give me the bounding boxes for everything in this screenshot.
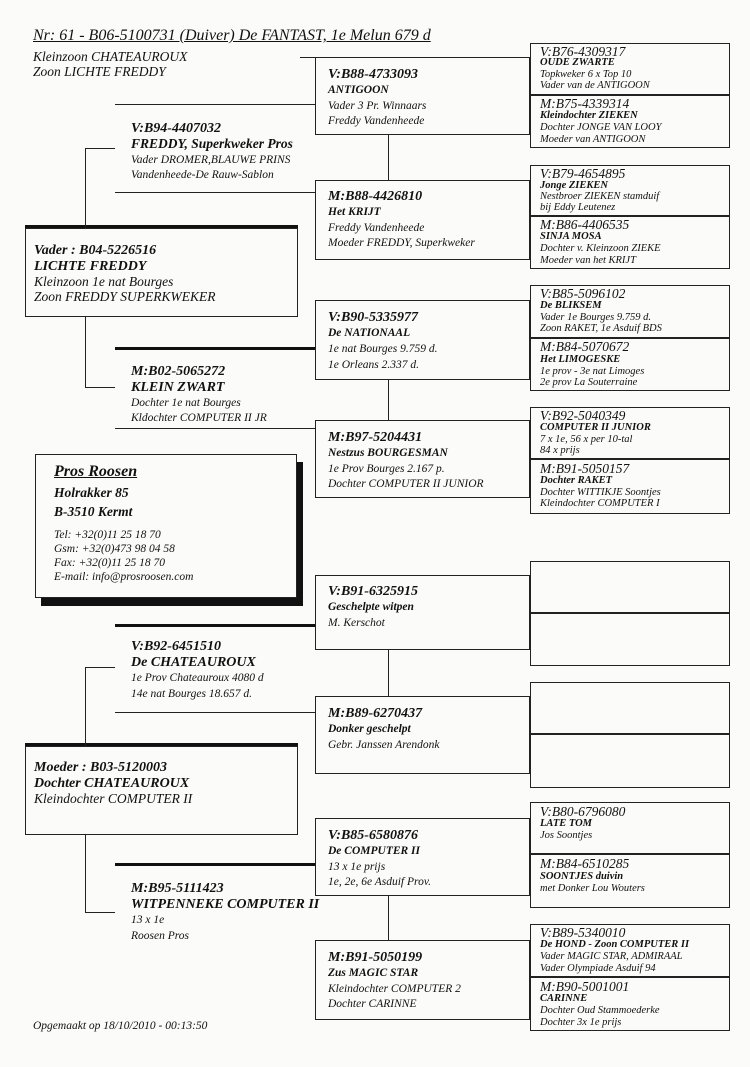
- gen4-5-ring: V:B85-5096102: [540, 286, 626, 301]
- gen3-7-info-2: 1e, 2e, 6e Asduif Prov.: [328, 876, 431, 888]
- gen3-2-info-2: Moeder FREDDY, Superkweker: [328, 237, 475, 249]
- gen2-dd-info-1: 13 x 1e: [131, 914, 165, 926]
- gen4-6-info-2: 2e prov La Souterraine: [540, 377, 638, 388]
- breeder-tel: Tel: +32(0)11 25 18 70: [54, 529, 161, 541]
- gen4-3-info-1: Nestbroer ZIEKEN stamduif: [540, 191, 660, 202]
- gen2-sd-ring: M:B02-5065272: [131, 364, 226, 379]
- gen2-dam-dam: [115, 866, 335, 956]
- gen4-5-info-2: Zoon RAKET, 1e Asduif BDS: [540, 323, 662, 334]
- breeder-gsm: Gsm: +32(0)473 98 04 58: [54, 543, 175, 555]
- gen3-3-name: De NATIONAAL: [328, 327, 411, 339]
- sire-ring: Vader : B04-5226516: [34, 243, 157, 258]
- dam-ring: Moeder : B03-5120003: [34, 760, 167, 775]
- gen3-6-name: Donker geschelpt: [328, 723, 411, 735]
- gen4-15-name: De HOND - Zoon COMPUTER II: [540, 939, 690, 950]
- gen3-7-name: De COMPUTER II: [328, 845, 421, 857]
- gen4-box-9: [530, 561, 730, 613]
- gen3-6-info-1: Gebr. Janssen Arendonk: [328, 739, 440, 751]
- gen3-3-info-2: 1e Orleans 2.337 d.: [328, 359, 420, 371]
- gen4-3-name: Jonge ZIEKEN: [540, 180, 608, 191]
- gen4-6-ring: M:B84-5070672: [540, 339, 630, 354]
- pedigree-title: Nr: 61 - B06-5100731 (Duiver) De FANTAST, 1e Melun 679 d: [33, 27, 431, 44]
- created-timestamp: Opgemaakt op 18/10/2010 - 00:13:50: [33, 1020, 208, 1032]
- gen4-16-name: CARINNE: [540, 993, 588, 1004]
- dam-name: Dochter CHATEAUROUX: [34, 776, 190, 791]
- breeder-name: Pros Roosen: [54, 463, 138, 480]
- gen3-8-info-1: Kleindochter COMPUTER 2: [328, 983, 461, 995]
- gen4-box-14: [530, 854, 730, 908]
- gen2-dd-name: WITPENNEKE COMPUTER II: [131, 897, 320, 912]
- gen4-box-8: [530, 459, 730, 514]
- gen3-2-name: Het KRIJT: [328, 206, 381, 218]
- gen3-1-info-1: Vader 3 Pr. Winnaars: [328, 100, 427, 112]
- gen2-ds-name: De CHATEAUROUX: [131, 655, 256, 670]
- gen4-15-info-2: Vader Olympiade Asduif 94: [540, 963, 656, 974]
- gen3-3-info-1: 1e nat Bourges 9.759 d.: [328, 343, 438, 355]
- gen4-13-ring: V:B80-6796080: [540, 804, 626, 819]
- gen4-14-ring: M:B84-6510285: [540, 856, 630, 871]
- gen3-5-name: Geschelpte witpen: [328, 601, 414, 613]
- subject-descr-2: Zoon LICHTE FREDDY: [33, 64, 166, 79]
- gen3-box-3: [315, 300, 530, 380]
- dam-info-1: Kleindochter COMPUTER II: [34, 791, 193, 806]
- gen3-box-6: [315, 696, 530, 774]
- gen3-8-info-2: Dochter CARINNE: [328, 998, 417, 1010]
- gen4-13-info-1: Jos Soontjes: [540, 830, 593, 841]
- gen2-sire-dam: [115, 350, 315, 430]
- gen4-7-ring: V:B92-5040349: [540, 408, 626, 423]
- gen4-16-info-2: Dochter 3x 1e prijs: [540, 1017, 622, 1028]
- gen4-box-12: [530, 734, 730, 788]
- gen3-4-ring: M:B97-5204431: [328, 430, 423, 445]
- gen2-dd-ring: M:B95-5111423: [131, 881, 224, 896]
- gen4-1-name: OUDE ZWARTE: [540, 57, 615, 68]
- gen3-box-8: [315, 940, 530, 1020]
- sire-info-1: Kleinzoon 1e nat Bourges: [34, 274, 174, 289]
- gen3-box-1: [315, 57, 530, 135]
- gen2-ss-ring: V:B94-4407032: [131, 121, 221, 136]
- gen4-1-info-2: Vader van de ANTIGOON: [540, 80, 650, 91]
- gen3-box-5: [315, 575, 530, 650]
- gen4-1-ring: V:B76-4309317: [540, 44, 626, 59]
- breeder-card: [35, 454, 297, 598]
- gen3-box-7: [315, 818, 530, 896]
- gen4-box-6: [530, 338, 730, 391]
- gen3-2-info-1: Freddy Vandenheede: [328, 222, 425, 234]
- gen3-box-4: [315, 420, 530, 498]
- sire-name: LICHTE FREDDY: [34, 259, 147, 274]
- gen4-6-name: Het LIMOGESKE: [540, 354, 621, 365]
- gen3-5-ring: V:B91-6325915: [328, 584, 418, 599]
- gen4-box-1: [530, 43, 730, 95]
- gen3-8-ring: M:B91-5050199: [328, 950, 423, 965]
- gen4-box-13: [530, 802, 730, 854]
- gen4-7-info-2: 84 x prijs: [540, 445, 580, 456]
- gen4-7-name: COMPUTER II JUNIOR: [540, 422, 651, 433]
- gen4-16-ring: M:B90-5001001: [540, 979, 630, 994]
- gen3-3-ring: V:B90-5335977: [328, 310, 418, 325]
- gen3-7-info-1: 13 x 1e prijs: [328, 861, 386, 873]
- gen2-ss-name: FREDDY, Superkweker Pros: [131, 136, 293, 151]
- gen2-sd-name: KLEIN ZWART: [131, 380, 225, 395]
- breeder-city: B-3510 Kermt: [54, 504, 133, 519]
- gen3-4-name: Nestzus BOURGESMAN: [328, 447, 448, 459]
- gen4-14-name: SOONTJES duivin: [540, 871, 624, 882]
- gen2-sd-info-1: Dochter 1e nat Bourges: [131, 397, 241, 409]
- gen2-ds-ring: V:B92-6451510: [131, 639, 221, 654]
- gen4-4-info-1: Dochter v. Kleinzoon ZIEKE: [540, 243, 661, 254]
- gen4-2-info-2: Moeder van ANTIGOON: [540, 134, 646, 145]
- gen4-2-ring: M:B75-4339314: [540, 96, 630, 111]
- gen4-box-11: [530, 682, 730, 734]
- gen4-box-5: [530, 285, 730, 338]
- gen3-1-info-2: Freddy Vandenheede: [328, 115, 425, 127]
- gen4-5-name: De BLIKSEM: [540, 300, 602, 311]
- gen4-4-ring: M:B86-4406535: [540, 217, 630, 232]
- gen4-13-name: LATE TOM: [540, 818, 593, 829]
- gen2-ss-info-1: Vader DROMER,BLAUWE PRINS: [131, 154, 291, 166]
- gen4-2-name: Kleindochter ZIEKEN: [540, 110, 638, 121]
- gen2-ds-info-2: 14e nat Bourges 18.657 d.: [131, 688, 252, 700]
- gen4-5-info-1: Vader 1e Bourges 9.759 d.: [540, 312, 652, 323]
- breeder-fax: Fax: +32(0)11 25 18 70: [54, 557, 166, 569]
- sire-box: [25, 228, 298, 317]
- gen4-2-info-1: Dochter JONGE VAN LOOY: [540, 122, 662, 133]
- gen3-1-name: ANTIGOON: [328, 84, 389, 96]
- gen3-1-ring: V:B88-4733093: [328, 67, 418, 82]
- dam-box: [25, 746, 298, 835]
- gen3-4-info-1: 1e Prov Bourges 2.167 p.: [328, 463, 445, 475]
- gen4-box-7: [530, 407, 730, 459]
- gen4-6-info-1: 1e prov - 3e nat Limoges: [540, 366, 645, 377]
- gen4-box-10: [530, 613, 730, 666]
- gen3-8-name: Zus MAGIC STAR: [328, 967, 419, 979]
- gen3-5-info-1: M. Kerschot: [328, 617, 385, 629]
- subject-descr-1: Kleinzoon CHATEAUROUX: [33, 49, 188, 64]
- gen4-box-4: [530, 216, 730, 269]
- gen2-sire-sire: [115, 104, 315, 192]
- gen4-3-info-2: bij Eddy Leutenez: [540, 202, 616, 213]
- gen3-7-ring: V:B85-6580876: [328, 828, 418, 843]
- gen4-box-3: [530, 165, 730, 216]
- gen2-sd-info-2: Kldochter COMPUTER II JR: [131, 412, 267, 424]
- gen3-2-ring: M:B88-4426810: [328, 189, 423, 204]
- breeder-street: Holrakker 85: [54, 485, 129, 500]
- gen4-box-16: [530, 977, 730, 1031]
- gen4-4-info-2: Moeder van het KRIJT: [540, 255, 636, 266]
- gen2-ds-info-1: 1e Prov Chateauroux 4080 d: [131, 672, 264, 684]
- gen4-8-ring: M:B91-5050157: [540, 461, 630, 476]
- breeder-email: E-mail: info@prosroosen.com: [54, 571, 194, 583]
- gen4-box-2: [530, 95, 730, 148]
- gen4-8-info-2: Kleindochter COMPUTER I: [540, 498, 660, 509]
- gen4-15-info-1: Vader MAGIC STAR, ADMIRAAL: [540, 951, 683, 962]
- gen3-box-2: [315, 180, 530, 260]
- gen2-dam-sire: [115, 627, 315, 713]
- gen4-8-name: Dochter RAKET: [540, 475, 613, 486]
- gen3-6-ring: M:B89-6270437: [328, 706, 423, 721]
- gen4-3-ring: V:B79-4654895: [540, 166, 626, 181]
- sire-info-2: Zoon FREDDY SUPERKWEKER: [34, 289, 216, 304]
- gen4-7-info-1: 7 x 1e, 56 x per 10-tal: [540, 434, 633, 445]
- gen4-box-15: [530, 924, 730, 977]
- gen3-4-info-2: Dochter COMPUTER II JUNIOR: [328, 478, 484, 490]
- gen4-1-info-1: Topkweker 6 x Top 10: [540, 69, 632, 80]
- gen4-14-info-1: met Donker Lou Wouters: [540, 883, 645, 894]
- gen4-15-ring: V:B89-5340010: [540, 925, 626, 940]
- gen4-8-info-1: Dochter WITTIKJE Soontjes: [540, 487, 661, 498]
- gen4-16-info-1: Dochter Oud Stammoederke: [540, 1005, 660, 1016]
- gen4-4-name: SINJA MOSA: [540, 231, 602, 242]
- gen2-ss-info-2: Vandenheede-De Rauw-Sablon: [131, 169, 274, 181]
- gen2-dd-info-2: Roosen Pros: [131, 930, 190, 942]
